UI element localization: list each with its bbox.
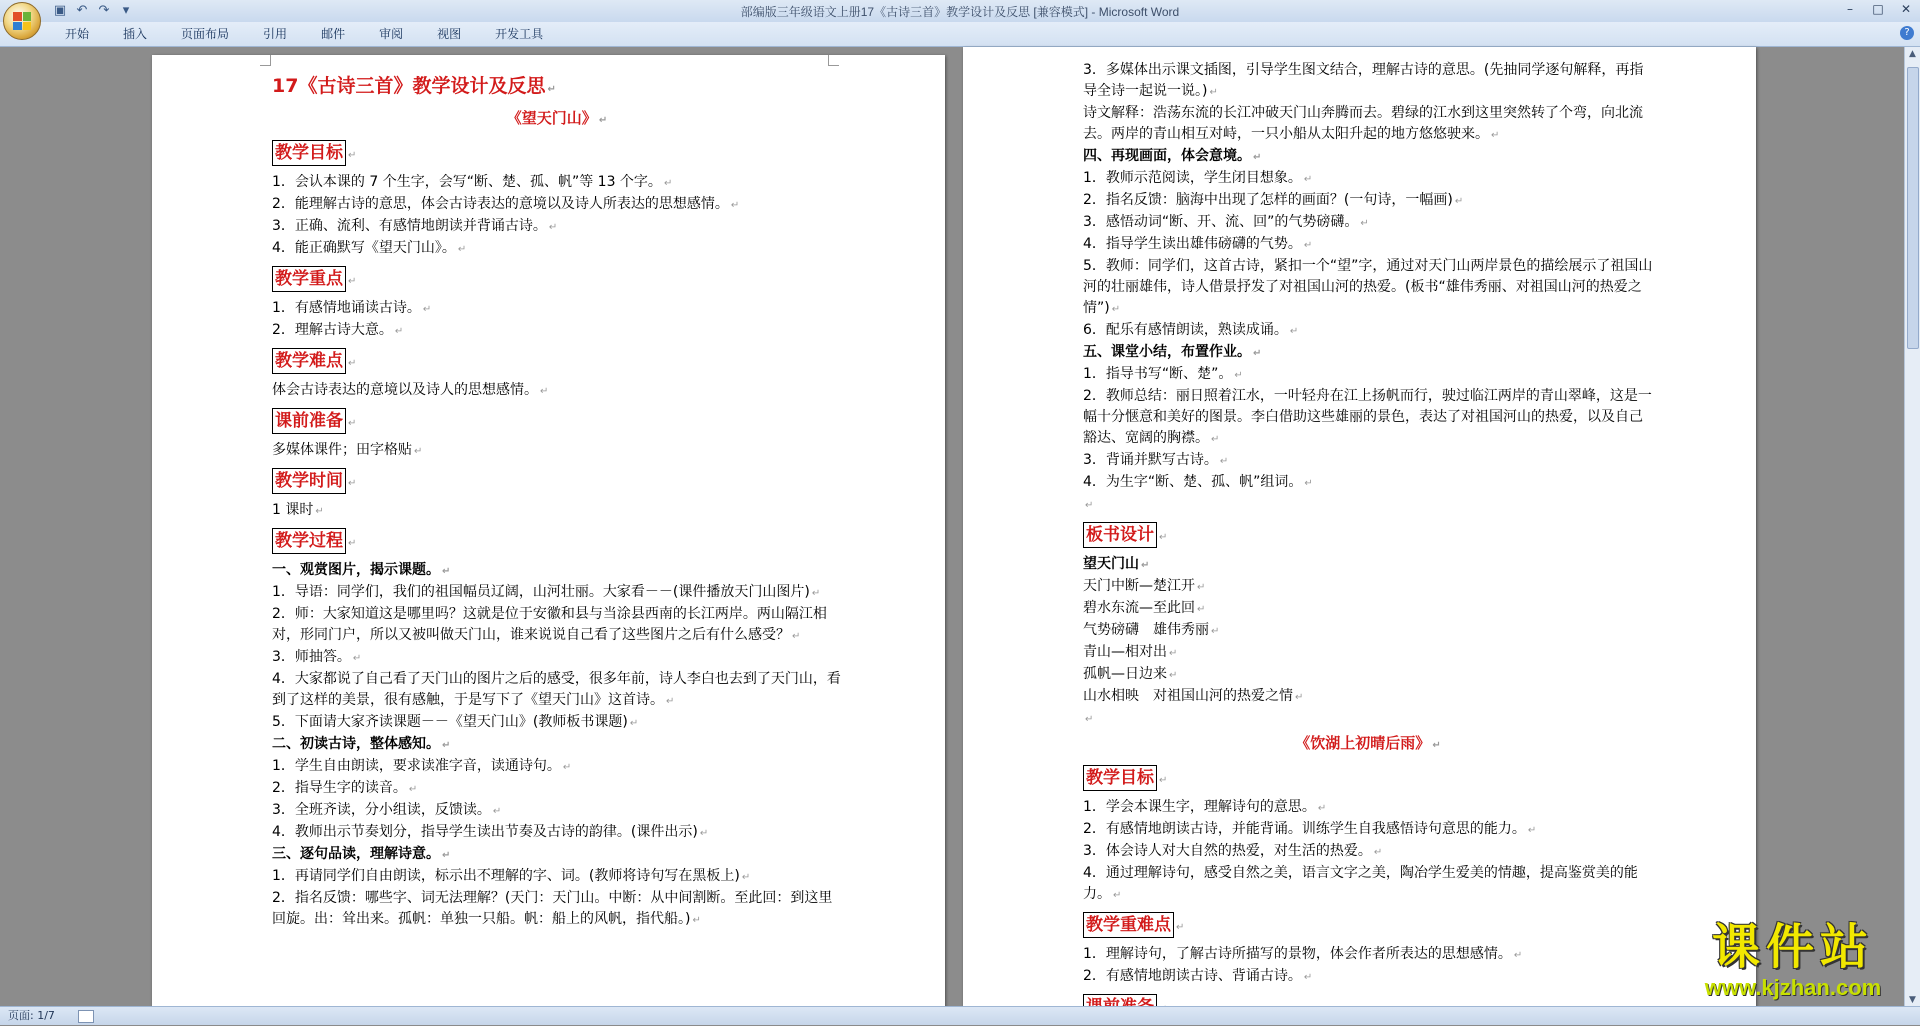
list-item: 4．通过理解诗句，感受自然之美，语言文字之美，陶冶学生爱美的情趣，提高鉴赏美的能力。 ↵ <box>1083 865 1638 902</box>
scroll-down-icon[interactable]: ▼ <box>1909 995 1916 1005</box>
scrollbar-thumb[interactable] <box>1907 67 1919 349</box>
list-item: 1．再请同学们自由朗读，标示出不理解的字、词。(教师将诗句写在黑板上) ↵ <box>272 868 751 884</box>
vertical-scrollbar[interactable] <box>1904 47 1920 1007</box>
proofing-icon[interactable] <box>78 1010 94 1023</box>
document-page-2[interactable] <box>963 47 1756 1007</box>
paragraph: 诗文解释：浩荡东流的长江冲破天门山奔腾而去。碧绿的江水到这里突然转了个弯，向北流去。两岸的青山相互对峙，一只小船从太阳升起的地方悠悠驶来。 ↵ <box>1083 105 1643 142</box>
redo-icon[interactable]: ↷ <box>98 3 110 18</box>
board-title: 望天门山 ↵ <box>1083 556 1150 572</box>
document-workspace <box>0 47 1905 1007</box>
list-item: 1．导语：同学们，我们的祖国幅员辽阔，山河壮丽。大家看－－(课件播放天门山图片) ↵ <box>272 584 821 600</box>
list-item: 1．指导书写“断、楚”。 ↵ <box>1083 366 1243 382</box>
list-item: 1．教师示范阅读，学生闭目想象。 ↵ <box>1083 170 1313 186</box>
section-heading-goal: 教学目标 ↵ <box>272 140 842 166</box>
board-line: 青山—相对出 ↵ <box>1083 644 1178 660</box>
list-item: 5．下面请大家齐读课题－－《望天门山》(教师板书课题) ↵ <box>272 714 639 730</box>
document-page-1[interactable] <box>152 55 945 1015</box>
save-icon[interactable]: ▣ <box>53 3 67 18</box>
watermark-logo-text: 课件站 <box>1711 919 1874 975</box>
tab-page-layout[interactable]: 页面布局 <box>181 27 230 41</box>
list-item: 4．能正确默写《望天门山》。 ↵ <box>272 240 467 256</box>
close-button[interactable]: ✕ <box>1900 2 1912 16</box>
paragraph: 1 课时 ↵ <box>272 502 324 518</box>
section-heading-prep: 课前准备 ↵ <box>272 408 842 434</box>
site-watermark <box>1678 919 1908 1005</box>
office-button[interactable] <box>3 2 41 40</box>
list-item: 3．感悟动词“断、开、流、回”的气势磅礴。 ↵ <box>1083 214 1369 230</box>
board-line: 碧水东流—至此回 ↵ <box>1083 600 1206 616</box>
paragraph: 体会古诗表达的意境以及诗人的思想感情。 ↵ <box>272 382 549 398</box>
tab-view[interactable]: 视图 <box>437 27 462 41</box>
list-item: 1．理解诗句，了解古诗所描写的景物，体会作者所表达的思想感情。 ↵ <box>1083 946 1523 962</box>
list-item: 3．体会诗人对大自然的热爱，对生活的热爱。 ↵ <box>1083 843 1383 859</box>
list-item: 2．理解古诗大意。 ↵ <box>272 322 404 338</box>
list-item: 3．多媒体出示课文插图，引导学生图文结合，理解古诗的意思。(先抽同学逐句解释，再指导全诗一起说一说。) ↵ <box>1083 62 1644 99</box>
section-heading-process: 教学过程 ↵ <box>272 528 842 554</box>
list-item: 2．师：大家知道这是哪里吗？这就是位于安徽和县与当涂县西南的长江两岸。两山隔江相对，形同门户，所以又被叫做天门山，谁来说说自己看了这些图片之后有什么感受？ ↵ <box>272 606 827 643</box>
list-item: 2．能理解古诗的意思，体会古诗表达的意境以及诗人所表达的思想感情。 ↵ <box>272 196 740 212</box>
section-heading-goal-2: 教学目标 ↵ <box>1083 765 1653 791</box>
list-item: 3．全班齐读，分小组读，反馈读。 ↵ <box>272 802 502 818</box>
list-item: 3．师抽答。 ↵ <box>272 649 362 665</box>
list-item: 1．会认本课的 7 个生字，会写“断、楚、孤、帆”等 13 个字。 ↵ <box>272 174 673 190</box>
list-item: 2．指名反馈：脑海中出现了怎样的画面？(一句诗，一幅画) ↵ <box>1083 192 1464 208</box>
list-item: 4．教师出示节奏划分，指导学生读出节奏及古诗的韵律。(课件出示) ↵ <box>272 824 709 840</box>
poem-title-1: 《望天门山》 ↵ <box>506 109 608 127</box>
empty-paragraph: ↵ <box>1085 500 1094 511</box>
board-line: 天门中断—楚江开 ↵ <box>1083 578 1206 594</box>
list-item: 5．教师：同学们，这首古诗，紧扣一个“望”字，通过对天门山两岸景色的描绘展示了祖国山河的壮丽雄伟，诗人借景抒发了对祖国山河的热爱。(板书“雄伟秀丽、对祖国山河的热爱之情”) ↵ <box>1083 258 1653 316</box>
window-title: 部编版三年级语文上册17《古诗三首》教学设计及反思 [兼容模式] - Microsoft Word <box>740 5 1180 19</box>
list-item: 2．有感情地朗读古诗，并能背诵。训练学生自我感悟诗句意思的能力。 ↵ <box>1083 821 1537 837</box>
list-item: 2．指导生字的读音。 ↵ <box>272 780 418 796</box>
tab-mailings[interactable]: 邮件 <box>321 27 346 41</box>
title-bar <box>0 0 1920 23</box>
list-item: 1．学生自由朗读，要求读准字音，读通诗句。 ↵ <box>272 758 572 774</box>
paragraph: 多媒体课件；田字格贴 ↵ <box>272 442 423 458</box>
document-title: 17《古诗三首》教学设计及反思 ↵ <box>272 75 556 97</box>
tab-review[interactable]: 审阅 <box>379 27 404 41</box>
section-heading-keydiff-2: 教学重难点 ↵ <box>1083 912 1653 938</box>
board-line: 孤帆—日边来 ↵ <box>1083 666 1178 682</box>
section-heading-time: 教学时间 ↵ <box>272 468 842 494</box>
section-heading-board: 板书设计 ↵ <box>1083 522 1653 548</box>
customize-toolbar-icon[interactable]: ▾ <box>122 3 130 18</box>
undo-icon[interactable]: ↶ <box>76 3 88 18</box>
section-heading-difficulty: 教学难点 ↵ <box>272 348 842 374</box>
crop-mark <box>260 55 271 66</box>
subsection-heading: 五、课堂小结，布置作业。 ↵ <box>1083 344 1262 360</box>
list-item: 3．背诵并默写古诗。 ↵ <box>1083 452 1229 468</box>
scroll-up-icon[interactable]: ▲ <box>1909 49 1916 59</box>
board-line: 山水相映 对祖国山河的热爱之情 ↵ <box>1083 688 1304 704</box>
section-heading-key: 教学重点 ↵ <box>272 266 842 292</box>
list-item: 6．配乐有感情朗读，熟读成诵。 ↵ <box>1083 322 1299 338</box>
empty-paragraph: ↵ <box>1085 714 1094 725</box>
list-item: 4．指导学生读出雄伟磅礴的气势。 ↵ <box>1083 236 1313 252</box>
tab-insert[interactable]: 插入 <box>123 27 148 41</box>
status-bar <box>0 1006 1920 1025</box>
list-item: 2．教师总结：丽日照着江水，一叶轻舟在江上扬帆而行，驶过临江两岸的青山翠峰，这是一幅十分惬意和美好的图景。李白借助这些雄丽的景色，表达了对祖国河山的热爱，以及自己豁达、宽阔的胸襟。 ↵ <box>1083 388 1652 446</box>
board-line: 气势磅礴 雄伟秀丽 ↵ <box>1083 622 1220 638</box>
poem-title-2: 《饮湖上初晴后雨》 ↵ <box>1295 734 1441 752</box>
subsection-heading: 三、逐句品读，理解诗意。 ↵ <box>272 846 451 862</box>
list-item: 4．为生字“断、楚、孤、帆”组词。 ↵ <box>1083 474 1313 490</box>
list-item: 2．有感情地朗读古诗、背诵古诗。 ↵ <box>1083 968 1313 984</box>
help-icon[interactable]: ? <box>1900 26 1914 40</box>
list-item: 3．正确、流利、有感情地朗读并背诵古诗。 ↵ <box>272 218 558 234</box>
watermark-url: www.kjzhan.com <box>1704 975 1882 1000</box>
subsection-heading: 二、初读古诗，整体感知。 ↵ <box>272 736 451 752</box>
minimize-button[interactable]: – <box>1847 2 1853 16</box>
list-item: 2．指名反馈：哪些字、词无法理解？(天门：天门山。中断：从中间割断。至此回：到这里回旋。出：耸出来。孤帆：单独一只船。帆：船上的风帆，指代船。) ↵ <box>272 890 833 927</box>
list-item: 4．大家都说了自己看了天门山的图片之后的感受，很多年前，诗人李白也去到了天门山，看到了这样的美景，很有感触，于是写下了《望天门山》这首诗。 ↵ <box>272 671 841 708</box>
list-item: 1．有感情地诵读古诗。 ↵ <box>272 300 432 316</box>
list-item: 1．学会本课生字，理解诗句的意思。 ↵ <box>1083 799 1327 815</box>
office-logo-icon <box>13 12 31 30</box>
subsection-heading: 一、观赏图片，揭示课题。 ↵ <box>272 562 451 578</box>
tab-references[interactable]: 引用 <box>263 27 288 41</box>
subsection-heading: 四、再现画面，体会意境。 ↵ <box>1083 148 1262 164</box>
tab-home[interactable]: 开始 <box>65 27 90 41</box>
tab-developer[interactable]: 开发工具 <box>495 27 544 41</box>
maximize-button[interactable]: □ <box>1872 2 1884 16</box>
page-indicator[interactable]: 页面: 1/7 <box>8 1009 55 1022</box>
ribbon-tabs-bar <box>0 22 1920 47</box>
crop-mark <box>828 55 839 66</box>
